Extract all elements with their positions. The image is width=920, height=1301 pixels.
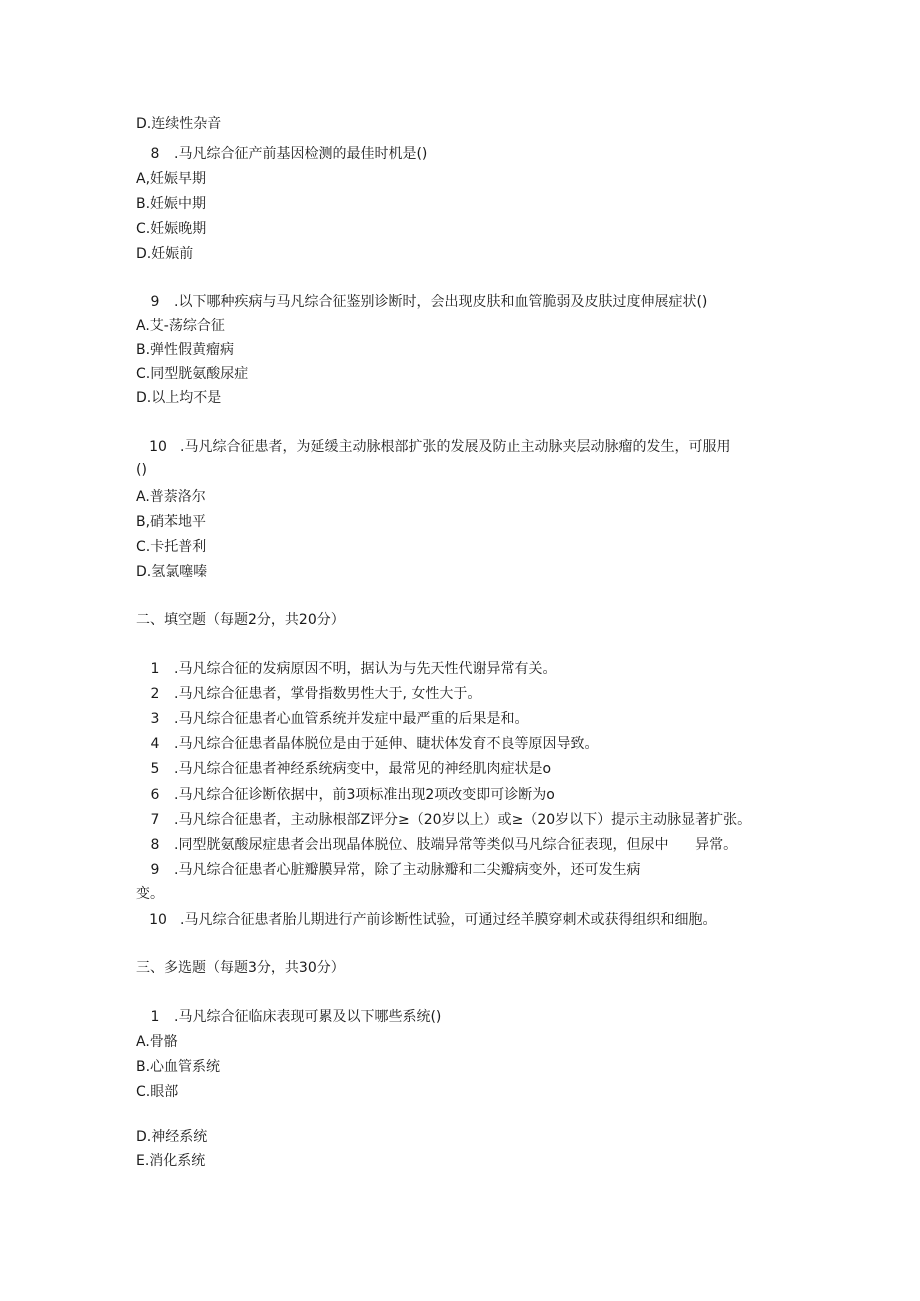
question-number: 10 bbox=[149, 439, 167, 455]
question-text: .马凡综合征的发病原因不明，据认为与先天性代谢异常有关。 bbox=[174, 661, 557, 677]
question-number: 4 bbox=[150, 736, 160, 752]
option-b: B,硝苯地平 bbox=[136, 514, 207, 530]
question-number: 3 bbox=[150, 711, 160, 727]
option-a: A,妊娠早期 bbox=[136, 171, 207, 187]
option-e: E.消化系统 bbox=[136, 1153, 206, 1169]
fill-question-7 bbox=[136, 810, 751, 830]
question-text: .马凡综合征患者神经系统病变中，最常见的神经肌肉症状是o bbox=[174, 761, 552, 777]
question-number: 1 bbox=[150, 661, 160, 677]
option-d: D.神经系统 bbox=[136, 1129, 208, 1145]
section-heading-multiple-choice: 三、多选题（每题3分，共30分） bbox=[136, 960, 345, 976]
fill-question-3 bbox=[136, 709, 528, 729]
section-heading-fill-in: 二、填空题（每题2分，共20分） bbox=[136, 612, 345, 628]
option-b: B.弹性假黄瘤病 bbox=[136, 342, 235, 358]
question-number: 10 bbox=[149, 912, 167, 928]
option-c: C.眼部 bbox=[136, 1084, 179, 1100]
option-d: D.连续性杂音 bbox=[136, 116, 222, 132]
option-a: A.艾-荡综合征 bbox=[136, 318, 225, 334]
fill-question-8 bbox=[136, 835, 737, 855]
question-text: .马凡综合征患者，掌骨指数男性大于, 女性大于。 bbox=[174, 686, 482, 702]
fill-question-1 bbox=[136, 659, 556, 679]
option-a: A.骨骼 bbox=[136, 1034, 178, 1050]
fill-question-4 bbox=[136, 734, 598, 754]
question-text: .马凡综合征患者心脏瓣膜异常，除了主动脉瓣和二尖瓣病变外，还可发生病 bbox=[174, 862, 641, 878]
question-number: 8 bbox=[150, 146, 160, 162]
question-number: 1 bbox=[150, 1009, 160, 1025]
option-c: C.卡托普利 bbox=[136, 539, 207, 555]
option-a: A.普萘洛尔 bbox=[136, 489, 206, 505]
question-number: 8 bbox=[150, 837, 160, 853]
option-d: D.氢氯噻嗪 bbox=[136, 564, 208, 580]
question-text: .马凡综合征产前基因检测的最佳时机是() bbox=[174, 146, 428, 162]
question-text: .马凡综合征患者，主动脉根部Z评分≥（20岁以上）或≥（20岁以下）提示主动脉显著扩张。 bbox=[174, 812, 752, 828]
question-text: .马凡综合征患者晶体脱位是由于延伸、睫状体发育不良等原因导致。 bbox=[174, 736, 599, 752]
question-text: .马凡综合征患者胎儿期进行产前诊断性试验，可通过经羊膜穿刺术或获得组织和细胞。 bbox=[180, 912, 717, 928]
question-text: .以下哪种疾病与马凡综合征鉴别诊断时，会出现皮肤和血管脆弱及皮肤过度伸展症状() bbox=[174, 294, 708, 310]
fill-question-9-continuation: 变。 bbox=[136, 886, 164, 902]
question-text: .马凡综合征患者，为延缓主动脉根部扩张的发展及防止主动脉夹层动脉瘤的发生，可服用 bbox=[180, 439, 731, 455]
question-text: .同型胱氨酸尿症患者会出现晶体脱位、肢端异常等类似马凡综合征表现，但尿中 异常。 bbox=[174, 837, 738, 853]
option-b: B.心血管系统 bbox=[136, 1059, 221, 1075]
fill-question-5 bbox=[136, 759, 551, 779]
question-number: 5 bbox=[150, 761, 160, 777]
question-10 bbox=[136, 437, 730, 457]
question-number: 9 bbox=[150, 294, 160, 310]
option-d: D.妊娠前 bbox=[136, 246, 194, 262]
question-number: 2 bbox=[150, 686, 160, 702]
fill-question-6 bbox=[136, 785, 555, 805]
fill-question-2 bbox=[136, 684, 481, 704]
option-b: B.妊娠中期 bbox=[136, 196, 207, 212]
option-c: C.同型胱氨酸尿症 bbox=[136, 366, 249, 382]
question-text: .马凡综合征诊断依据中，前3项标准出现2项改变即可诊断为o bbox=[174, 787, 555, 803]
multi-question-1 bbox=[136, 1007, 441, 1027]
fill-question-10 bbox=[136, 910, 716, 930]
question-8 bbox=[136, 144, 427, 164]
option-d: D.以上均不是 bbox=[136, 390, 222, 406]
option-c: C.妊娠晚期 bbox=[136, 221, 207, 237]
question-text: .马凡综合征患者心血管系统并发症中最严重的后果是和。 bbox=[174, 711, 529, 727]
question-number: 7 bbox=[150, 812, 160, 828]
fill-question-9 bbox=[136, 860, 640, 880]
question-9 bbox=[136, 292, 707, 312]
question-number: 9 bbox=[150, 862, 160, 878]
question-text: .马凡综合征临床表现可累及以下哪些系统() bbox=[174, 1009, 442, 1025]
question-number: 6 bbox=[150, 787, 160, 803]
question-10-continuation: () bbox=[136, 462, 147, 478]
